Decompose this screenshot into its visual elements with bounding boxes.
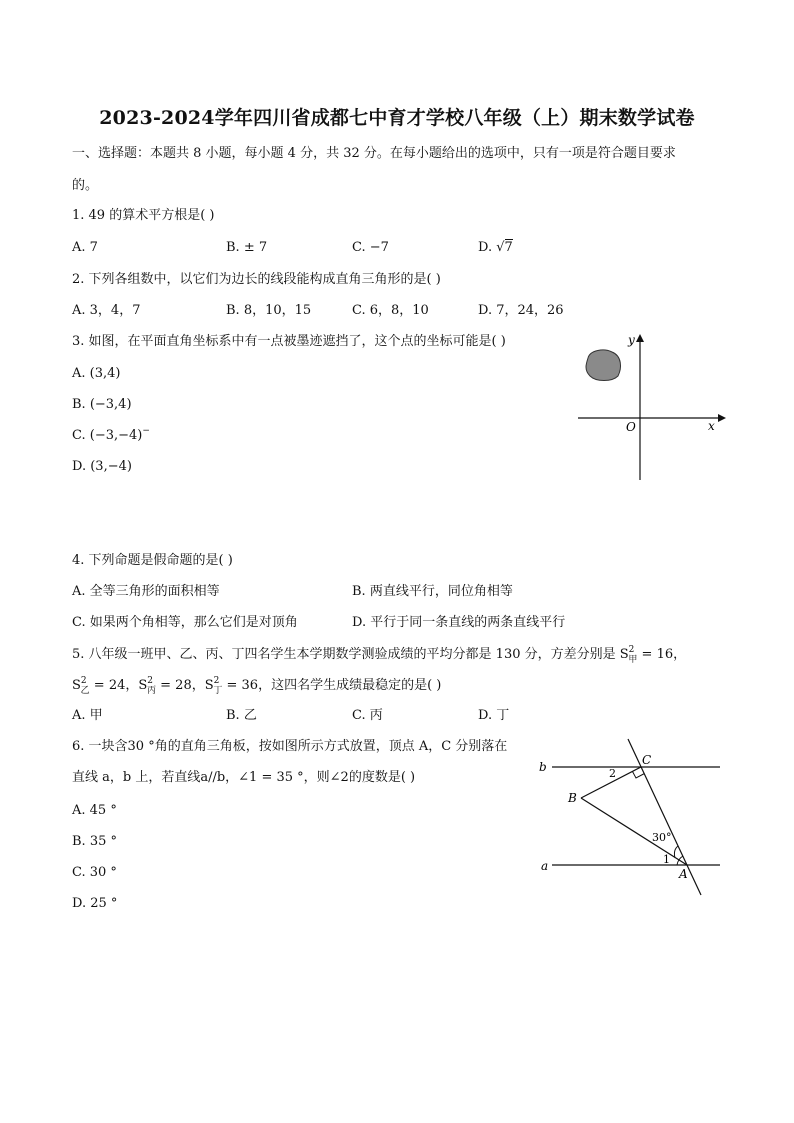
q4-option-b: B. 两直线平行，同位角相等 bbox=[352, 584, 513, 599]
q5-sup-ding: 2 bbox=[213, 676, 220, 686]
coordinate-figure bbox=[570, 330, 730, 490]
q2-option-b: B. 8，10，15 bbox=[226, 303, 312, 318]
section-heading-cont: 的。 bbox=[72, 178, 99, 193]
label-b: b bbox=[539, 760, 547, 774]
q3-option-d: D. (3,−4) bbox=[72, 459, 132, 474]
q5-s-ding: S bbox=[204, 678, 214, 693]
q5-sub-jia: 甲 bbox=[628, 655, 638, 665]
q5-sup-bing: 2 bbox=[147, 676, 153, 686]
x-axis-arrow bbox=[718, 414, 726, 422]
q3-option-c bbox=[72, 428, 150, 445]
q5-line2 bbox=[72, 678, 441, 695]
q6-option-d: D. 25 ° bbox=[72, 896, 118, 911]
triangle-figure bbox=[536, 734, 726, 900]
section-heading: 一、选择题：本题共 8 小题，每小题 4 分，共 32 分。在每小题给出的选项中，只有一项是符合题目要求 bbox=[72, 146, 676, 161]
angle-30-arc bbox=[674, 846, 678, 858]
q3-stem: 3. 如图，在平面直角坐标系中有一点被墨迹遮挡了，这个点的坐标可能是( ) bbox=[72, 334, 506, 349]
line-ac bbox=[628, 739, 701, 895]
q5-sub-yi: 乙 bbox=[80, 686, 90, 696]
q5-option-d: D. 丁 bbox=[478, 708, 510, 723]
q5-sup-yi: 2 bbox=[80, 676, 87, 686]
q5-eq-bing: = 28， bbox=[156, 678, 205, 693]
q5-sub-bing: 丙 bbox=[147, 686, 157, 696]
q6-option-c: C. 30 ° bbox=[72, 865, 117, 880]
sqrt-symbol: √ bbox=[496, 240, 505, 255]
y-axis-label: y bbox=[628, 333, 635, 347]
q6-stem-line2: 直线 a，b 上，若直线a//b，∠1 = 35 °，则∠2的度数是( ) bbox=[72, 770, 416, 785]
page-title: 2023-2024学年四川省成都七中育才学校八年级（上）期末数学试卷 bbox=[99, 107, 695, 129]
q3-option-b: B. (−3,4) bbox=[72, 397, 132, 412]
q5-option-c: C. 丙 bbox=[352, 708, 383, 723]
label-C: C bbox=[642, 753, 652, 767]
label-angle-2: 2 bbox=[609, 767, 616, 780]
q4-option-c: C. 如果两个角相等，那么它们是对顶角 bbox=[72, 615, 298, 630]
q5-sub-ding: 丁 bbox=[213, 686, 223, 696]
label-a: a bbox=[541, 859, 549, 873]
q6-option-b: B. 35 ° bbox=[72, 834, 117, 849]
y-axis-arrow bbox=[636, 334, 644, 342]
q5-text: 5. 八年级一班甲、乙、丙、丁四名学生本学期数学测验成绩的平均分都是 130 分，方差分别是 S bbox=[72, 647, 629, 662]
x-axis-label: x bbox=[708, 419, 715, 433]
q1-option-b: B. ± 7 bbox=[226, 240, 268, 255]
q2-option-a: A. 3，4，7 bbox=[72, 303, 141, 318]
q1-option-c: C. −7 bbox=[352, 240, 389, 255]
q1-option-d-label: D. bbox=[478, 240, 497, 255]
q2-option-c: C. 6，8，10 bbox=[352, 303, 429, 318]
q5-s-bing: S bbox=[138, 678, 148, 693]
q4-option-a: A. 全等三角形的面积相等 bbox=[72, 584, 220, 599]
q5-eq-yi: = 24， bbox=[89, 678, 139, 693]
q6-option-a: A. 45 ° bbox=[72, 803, 117, 818]
q6-stem-line1: 6. 一块含30 °角的直角三角板，按如图所示方式放置，顶点 A，C 分别落在 bbox=[72, 739, 508, 754]
q1-option-d-radicand: 7 bbox=[504, 240, 513, 255]
q4-stem: 4. 下列命题是假命题的是( ) bbox=[72, 553, 233, 568]
q3-option-c-text: C. (−3,−4) bbox=[72, 428, 143, 443]
origin-label: O bbox=[626, 420, 636, 434]
q1-option-d bbox=[478, 240, 513, 256]
q5-s-yi: S bbox=[72, 678, 81, 693]
label-angle-1: 1 bbox=[663, 853, 670, 866]
label-B: B bbox=[568, 791, 577, 805]
q5-line1 bbox=[72, 647, 686, 664]
q2-option-d: D. 7，24，26 bbox=[478, 303, 564, 318]
q1-stem: 1. 49 的算术平方根是( ) bbox=[72, 208, 215, 223]
ink-blot bbox=[586, 350, 620, 381]
q3-option-c-mark: − bbox=[142, 426, 150, 436]
q5-sup-jia: 2 bbox=[628, 645, 635, 655]
q5-option-b: B. 乙 bbox=[226, 708, 257, 723]
label-30-degrees: 30° bbox=[652, 831, 672, 844]
q2-stem: 2. 下列各组数中，以它们为边长的线段能构成直角三角形的是( ) bbox=[72, 272, 441, 287]
q3-option-a: A. (3,4) bbox=[72, 366, 121, 381]
label-A: A bbox=[679, 867, 688, 881]
q1-option-a: A. 7 bbox=[72, 240, 98, 255]
q5-eq-jia: = 16， bbox=[637, 647, 687, 662]
q4-option-d: D. 平行于同一条直线的两条直线平行 bbox=[352, 615, 566, 630]
q5-eq-ding: = 36，这四名学生成绩最稳定的是( ) bbox=[222, 678, 442, 693]
q5-option-a: A. 甲 bbox=[72, 708, 103, 723]
right-angle-mark bbox=[633, 772, 645, 779]
